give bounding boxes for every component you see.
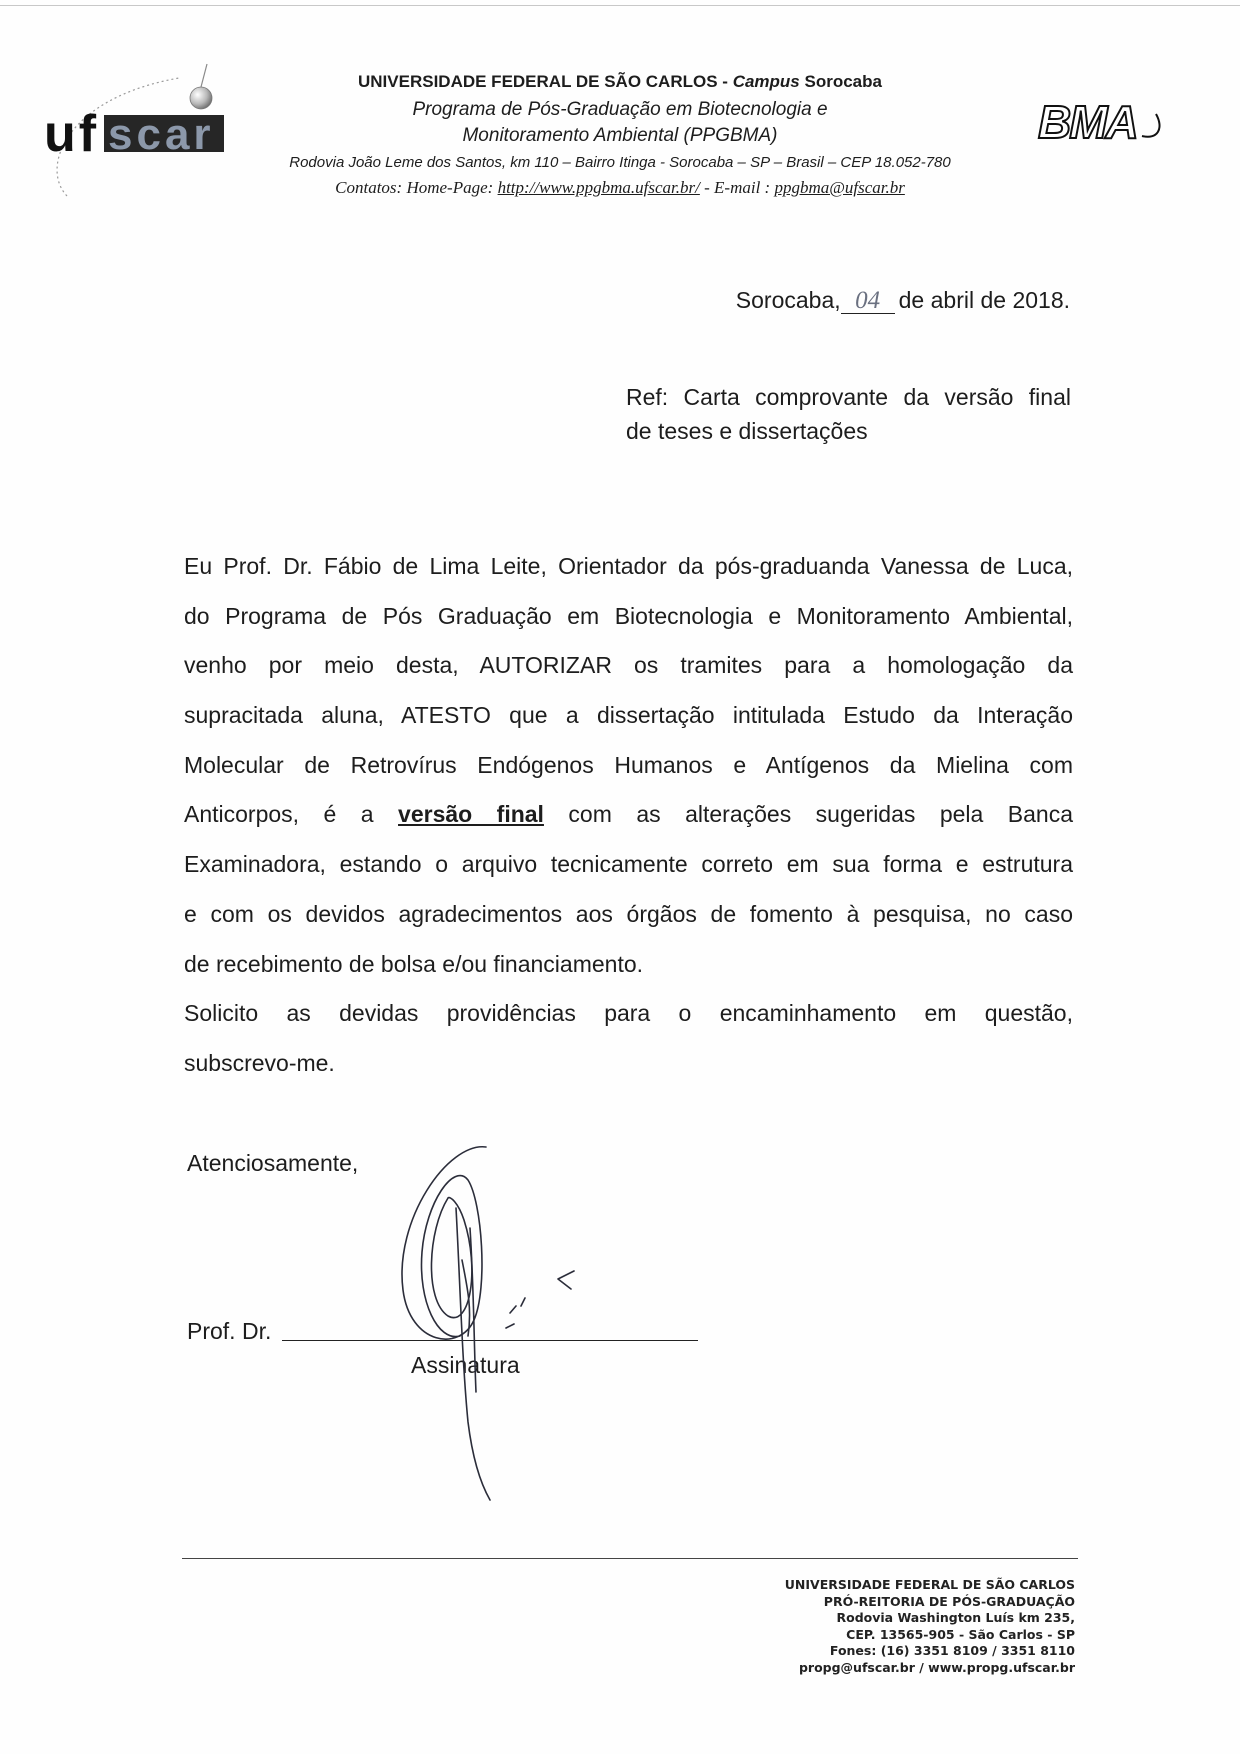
body-line: Solicito as devidas providências para o encaminhamento em questão, bbox=[184, 1000, 1073, 1027]
header-university-line bbox=[0, 71, 1240, 93]
signature-stroke bbox=[456, 1208, 490, 1500]
body-line: e com os devidos agradecimentos aos órgãos de fomento à pesquisa, no caso bbox=[184, 900, 1073, 927]
contacts-line bbox=[0, 177, 1240, 198]
body-line bbox=[184, 790, 1073, 840]
body-line: subscrevo-me. bbox=[184, 1049, 335, 1076]
homepage-link: http://www.ppgbma.ufscar.br/ bbox=[497, 178, 700, 197]
scan-edge-line bbox=[0, 5, 1240, 6]
footer-address-block bbox=[785, 1577, 1075, 1677]
signature-stroke bbox=[462, 1260, 470, 1336]
reference-line-1: Ref: Carta comprovante da versão final bbox=[626, 384, 1071, 410]
footer-line: PRÓ-REITORIA DE PÓS-GRADUAÇÃO bbox=[823, 1593, 1075, 1609]
footer-rule bbox=[182, 1558, 1078, 1559]
program-line-1: Programa de Pós-Graduação em Biotecnologia e bbox=[412, 99, 828, 120]
footer-line: CEP. 13565-905 - São Carlos - SP bbox=[846, 1626, 1075, 1642]
contacts-label: Contatos: Home-Page: bbox=[335, 178, 494, 197]
footer-line: Fones: (16) 3351 8109 / 3351 8110 bbox=[829, 1643, 1075, 1659]
body-line: de recebimento de bolsa e/ou financiamento. bbox=[184, 950, 644, 977]
letter-body bbox=[184, 542, 1073, 1089]
footer-line: UNIVERSIDADE FEDERAL DE SÃO CARLOS bbox=[784, 1577, 1075, 1592]
letter-date bbox=[736, 286, 1070, 314]
signature-mark bbox=[506, 1298, 525, 1328]
email-label: - E-mail : bbox=[704, 178, 771, 197]
logo-text-scar: scar bbox=[108, 110, 215, 159]
program-address: Rodovia João Leme dos Santos, km 110 – Bairro Itinga - Sorocaba – SP – Brasil – CEP 18.052-780 bbox=[289, 154, 951, 171]
body-line: venho por meio desta, AUTORIZAR os tramites para a homologação da bbox=[184, 652, 1073, 679]
reference-block bbox=[626, 380, 1071, 448]
email-link: ppgbma@ufscar.br bbox=[774, 178, 905, 197]
final-version-emphasis: versão final bbox=[398, 801, 544, 828]
signer-title: Prof. Dr. bbox=[187, 1318, 272, 1344]
body-text-before-emphasis: Anticorpos, é a bbox=[184, 801, 374, 828]
bma-logo-text: BMA bbox=[1038, 96, 1137, 148]
body-text-after-emphasis: com as alterações sugeridas pela Banca bbox=[568, 801, 1074, 828]
closing-salutation: Atenciosamente, bbox=[187, 1150, 359, 1176]
date-rest: de abril de 2018. bbox=[898, 287, 1070, 313]
logo-text-uf: uf bbox=[44, 105, 100, 163]
body-line: Examinadora, estando o arquivo tecnicamente correto em sua forma e estrutura bbox=[184, 851, 1073, 878]
program-line-2: Monitoramento Ambiental (PPGBMA) bbox=[462, 125, 778, 146]
signature-label: Assinatura bbox=[411, 1352, 520, 1378]
date-city: Sorocaba, bbox=[735, 287, 841, 313]
campus-label: Campus bbox=[732, 72, 800, 91]
body-line: supracitada aluna, ATESTO que a dissertação intitulada Estudo da Interação bbox=[184, 702, 1073, 729]
signature-mark bbox=[558, 1271, 574, 1289]
footer-line: propg@ufscar.br / www.propg.ufscar.br bbox=[798, 1659, 1075, 1675]
footer-line: Rodovia Washington Luís km 235, bbox=[836, 1610, 1075, 1626]
signature-stroke bbox=[470, 1228, 476, 1392]
campus-name: Sorocaba bbox=[804, 72, 882, 91]
body-line: do Programa de Pós Graduação em Biotecnologia e Monitoramento Ambiental, bbox=[184, 602, 1073, 629]
handwritten-signature bbox=[388, 1140, 598, 1505]
date-day-handwritten: 04 bbox=[841, 289, 895, 314]
body-line: Eu Prof. Dr. Fábio de Lima Leite, Orientador da pós-graduanda Vanessa de Luca, bbox=[184, 553, 1073, 579]
body-line: Molecular de Retrovírus Endógenos Humanos e Antígenos da Mielina com bbox=[184, 751, 1073, 778]
university-name: UNIVERSIDADE FEDERAL DE SÃO CARLOS - bbox=[358, 72, 728, 91]
reference-line-2: de teses e dissertações bbox=[626, 418, 868, 444]
signature-stroke bbox=[431, 1198, 471, 1318]
